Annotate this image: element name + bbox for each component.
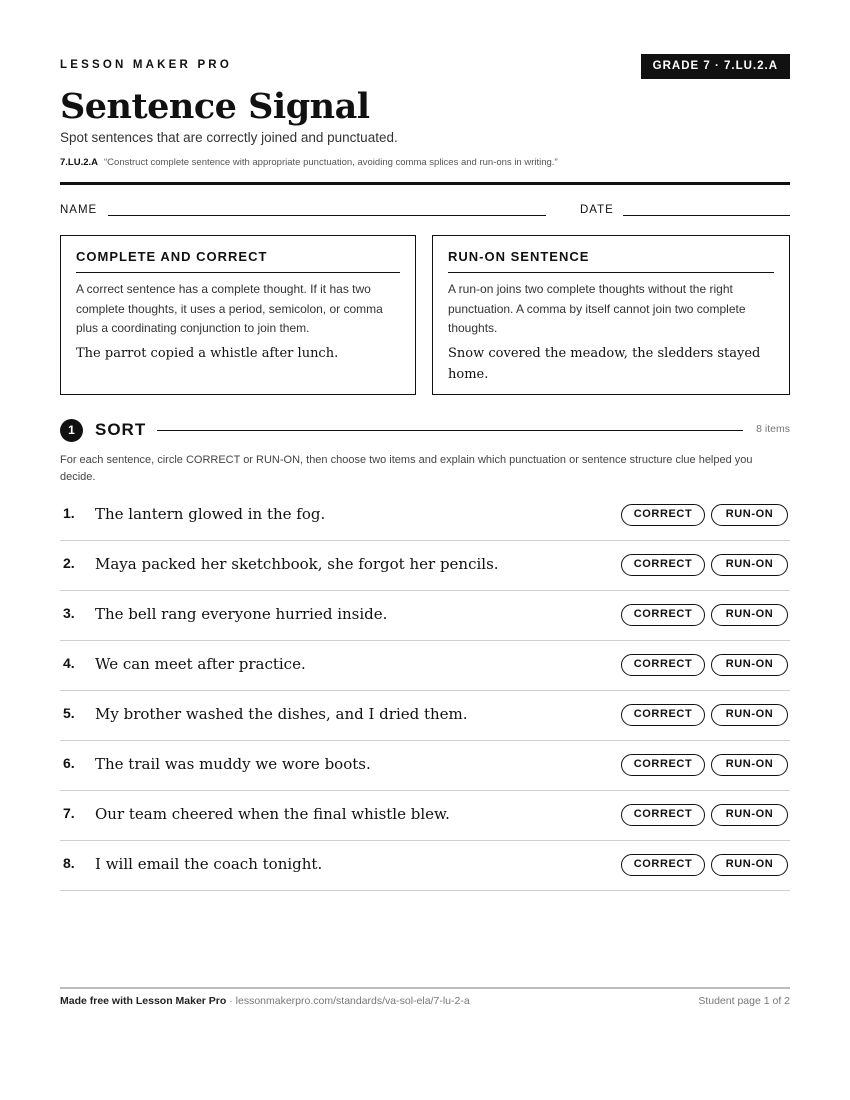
card-title: RUN-ON SENTENCE [448,249,774,273]
correct-choice[interactable]: CORRECT [621,554,705,576]
runon-choice[interactable]: RUN-ON [711,504,788,526]
correct-choice[interactable]: CORRECT [621,604,705,626]
worksheet-page [60,0,790,1100]
grade-badge: GRADE 7 · 7.LU.2.A [641,54,790,79]
item-sentence: I will email the coach tonight. [95,855,323,873]
list-item [60,791,790,841]
section-header [60,418,790,442]
section-number: 1 [60,419,83,442]
card-title: COMPLETE AND CORRECT [76,249,400,273]
name-label: NAME [60,204,98,216]
correct-choice[interactable]: CORRECT [621,754,705,776]
item-number: 8. [63,855,75,871]
item-number: 2. [63,555,75,571]
correct-choice[interactable]: CORRECT [621,654,705,676]
runon-choice[interactable]: RUN-ON [711,754,788,776]
list-item [60,691,790,741]
brand-name: LESSON MAKER PRO [60,59,232,71]
page-indicator: Student page 1 of 2 [698,995,790,1007]
list-item [60,641,790,691]
sentence-list [60,491,790,891]
runon-choice[interactable]: RUN-ON [711,704,788,726]
list-item [60,541,790,591]
card-example: The parrot copied a whistle after lunch. [76,345,339,361]
footer-made-by: Made free with Lesson Maker Pro [60,995,227,1007]
correct-choice[interactable]: CORRECT [621,704,705,726]
footer-credit [60,995,470,1007]
header-divider [60,182,790,185]
item-sentence: The trail was muddy we wore boots. [95,755,371,773]
item-sentence: Our team cheered when the final whistle blew. [95,805,450,823]
list-item [60,491,790,541]
card-body: A run-on joins two complete thoughts without the right punctuation. A comma by itself cannot join two complete thoughts. [448,282,746,335]
runon-choice[interactable]: RUN-ON [711,554,788,576]
section-instructions: For each sentence, circle CORRECT or RUN-ON, then choose two items and explain which punctuation or sentence structure clue helped you decide. [60,454,753,483]
date-field[interactable] [623,215,790,216]
standard-text: “Construct complete sentence with appropriate punctuation, avoiding comma splices and run-ons in writing.” [104,157,558,168]
item-number: 6. [63,755,75,771]
list-item [60,841,790,891]
page-title: Sentence Signal [60,86,370,127]
item-number: 1. [63,505,75,521]
correct-choice[interactable]: CORRECT [621,804,705,826]
correct-definition-card [60,235,416,395]
item-number: 3. [63,605,75,621]
name-field[interactable] [108,215,546,216]
page-subtitle: Spot sentences that are correctly joined and punctuated. [60,130,398,145]
card-example: Snow covered the meadow, the sledders stayed home. [448,345,761,382]
item-sentence: My brother washed the dishes, and I dried them. [95,705,468,723]
footer-separator: · [226,995,236,1007]
runon-definition-card [432,235,790,395]
item-number: 4. [63,655,75,671]
item-sentence: We can meet after practice. [95,655,306,673]
item-count: 8 items [756,423,790,435]
date-label: DATE [580,204,614,216]
item-sentence: Maya packed her sketchbook, she forgot her pencils. [95,555,499,573]
runon-choice[interactable]: RUN-ON [711,604,788,626]
item-sentence: The lantern glowed in the fog. [95,505,326,523]
section-title: SORT [95,420,147,439]
item-number: 5. [63,705,75,721]
item-number: 7. [63,805,75,821]
correct-choice[interactable]: CORRECT [621,504,705,526]
standard-line [60,157,558,168]
footer-divider [60,987,790,989]
section-rule [157,430,743,431]
name-date-row [60,204,790,218]
standard-code: 7.LU.2.A [60,157,99,168]
item-sentence: The bell rang everyone hurried inside. [95,605,388,623]
list-item [60,741,790,791]
correct-choice[interactable]: CORRECT [621,854,705,876]
card-body: A correct sentence has a complete thought. If it has two complete thoughts, it uses a period, semicolon, or comma plus a coordinating conjunction to join them. [76,282,383,335]
footer-url[interactable]: lessonmakerpro.com/standards/va-sol-ela/7-lu-2-a [235,995,470,1007]
runon-choice[interactable]: RUN-ON [711,854,788,876]
runon-choice[interactable]: RUN-ON [711,804,788,826]
runon-choice[interactable]: RUN-ON [711,654,788,676]
list-item [60,591,790,641]
